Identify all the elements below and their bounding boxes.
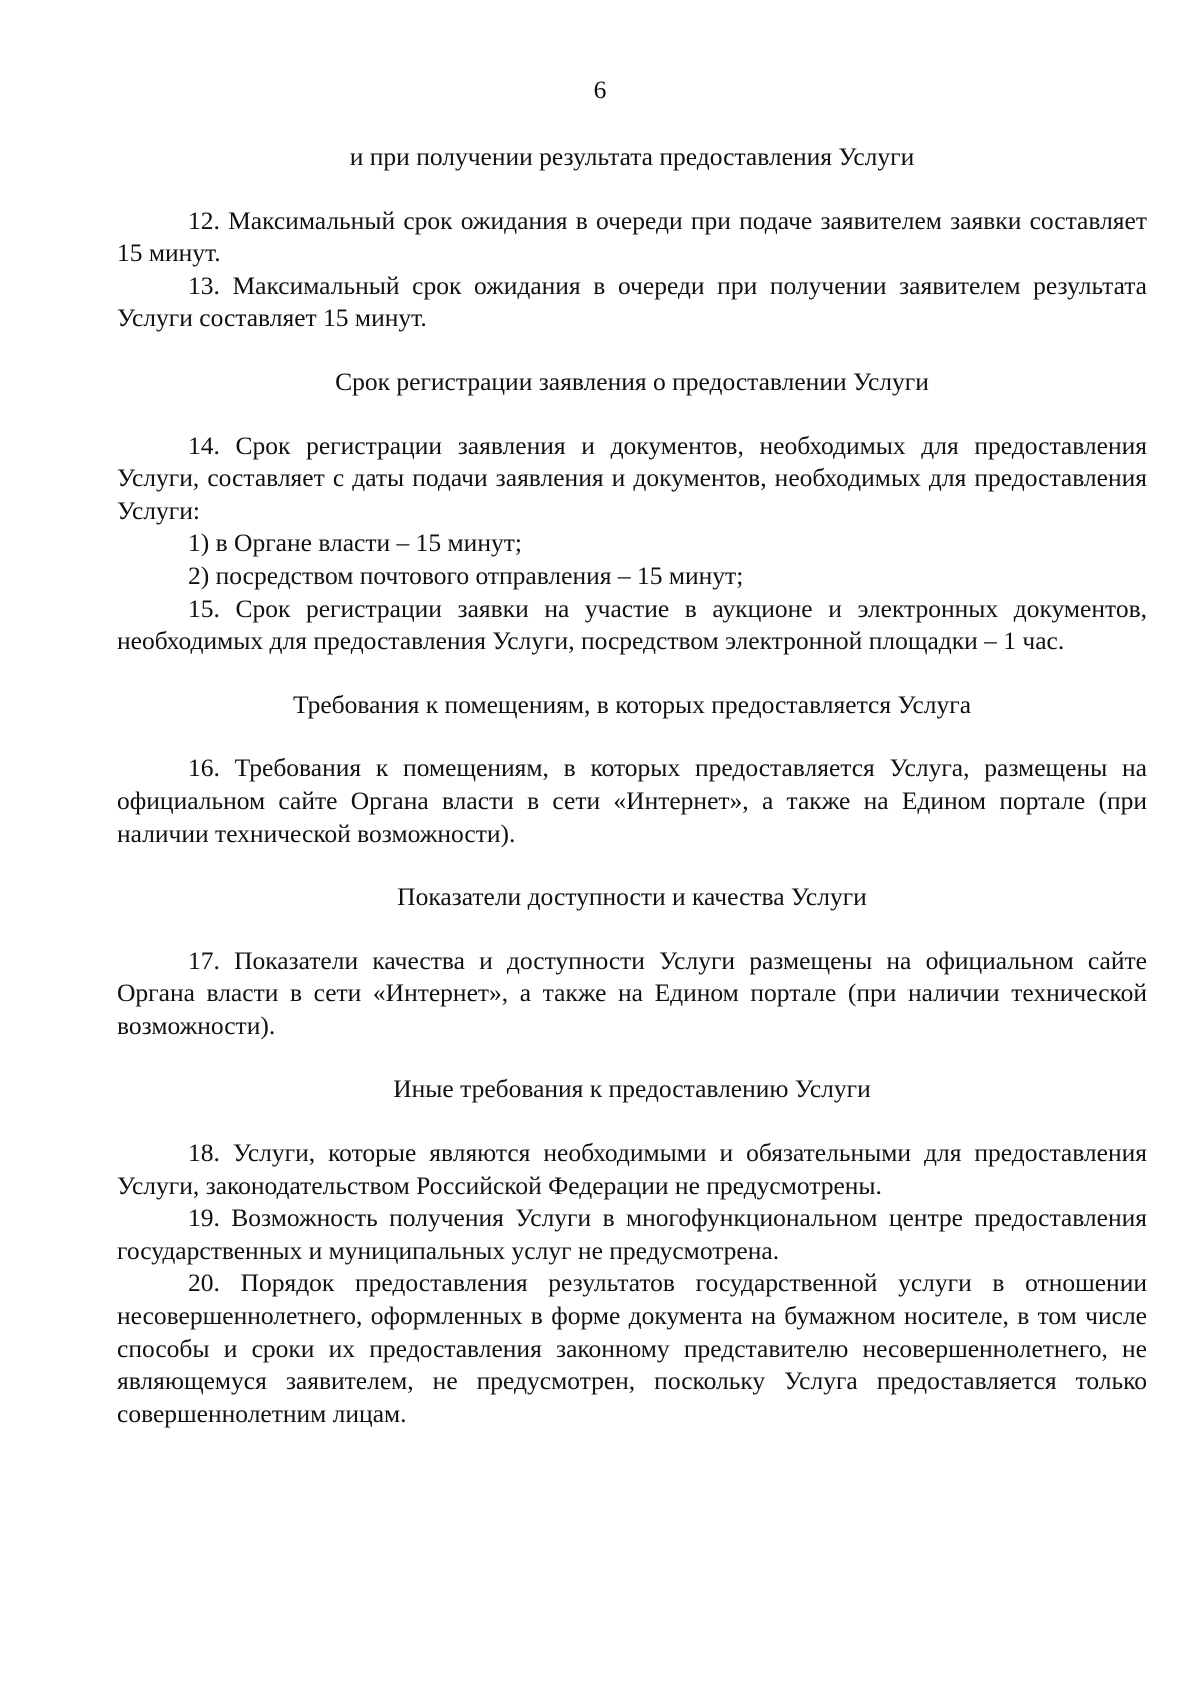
- paragraph: 19. Возможность получения Услуги в многофункциональном центре предоставления государственных и муниципальных услуг не предусмотрена.: [117, 1203, 1147, 1265]
- paragraph: 18. Услуги, которые являются необходимыми и обязательными для предоставления Услуги, законодательством Российской Федерации не предусмотрены.: [117, 1138, 1147, 1200]
- paragraph: 17. Показатели качества и доступности Услуги размещены на официальном сайте Органа власти в сети «Интернет», а также на Едином портале (при наличии технической возможности).: [117, 945, 1147, 1040]
- spacer: [117, 1106, 1147, 1137]
- section-heading: и при получении результата предоставления Услуги: [349, 142, 915, 171]
- spacer: [117, 174, 1147, 205]
- spacer: [117, 850, 1147, 881]
- section-heading: Иные требования к предоставлению Услуги: [393, 1074, 871, 1104]
- page-number: 6: [593, 75, 607, 104]
- spacer: [117, 914, 1147, 945]
- paragraph: 12. Максимальный срок ожидания в очереди при подаче заявителем заявки составляет 15 минут.: [117, 205, 1147, 268]
- spacer: [117, 721, 1147, 752]
- spacer: [117, 335, 1147, 366]
- section-heading: Показатели доступности и качества Услуги: [397, 882, 867, 912]
- paragraph: 14. Срок регистрации заявления и документов, необходимых для предоставления Услуги, составляет с даты подачи заявления и документов, необходимых для предоставления Услуги:: [117, 430, 1147, 525]
- paragraph: 16. Требования к помещениям, в которых предоставляется Услуга, размещены на официальном сайте Органа власти в сети «Интернет», а также на Едином портале (при наличии технической возможности).: [117, 753, 1147, 848]
- section-heading: Срок регистрации заявления о предоставлении Услуги: [335, 366, 929, 396]
- paragraph: 20. Порядок предоставления результатов государственной услуги в отношении несовершеннолетнего, оформленных в форме документа на бумажном носителе, в том числе способы и сроки их предоставления законному представителю несовершеннолетнего, не являющемуся заявителем, не предусмотрен, поскольку Услуга предоставляется только совершеннолетним лицам.: [117, 1268, 1147, 1428]
- paragraph: 13. Максимальный срок ожидания в очереди при получении заявителем результата Услуги составляет 15 минут.: [117, 270, 1147, 333]
- spacer: [117, 1042, 1147, 1073]
- section-heading: Требования к помещениям, в которых предоставляется Услуга: [292, 689, 972, 719]
- document-body: [117, 141, 1147, 1430]
- paragraph: 1) в Органе власти – 15 минут;: [188, 528, 522, 558]
- spacer: [117, 399, 1147, 430]
- paragraph: 2) посредством почтового отправления – 15 минут;: [188, 560, 744, 590]
- spacer: [117, 658, 1147, 689]
- paragraph: 15. Срок регистрации заявки на участие в аукционе и электронных документов, необходимых для предоставления Услуги, посредством электронной площадки – 1 час.: [117, 593, 1147, 656]
